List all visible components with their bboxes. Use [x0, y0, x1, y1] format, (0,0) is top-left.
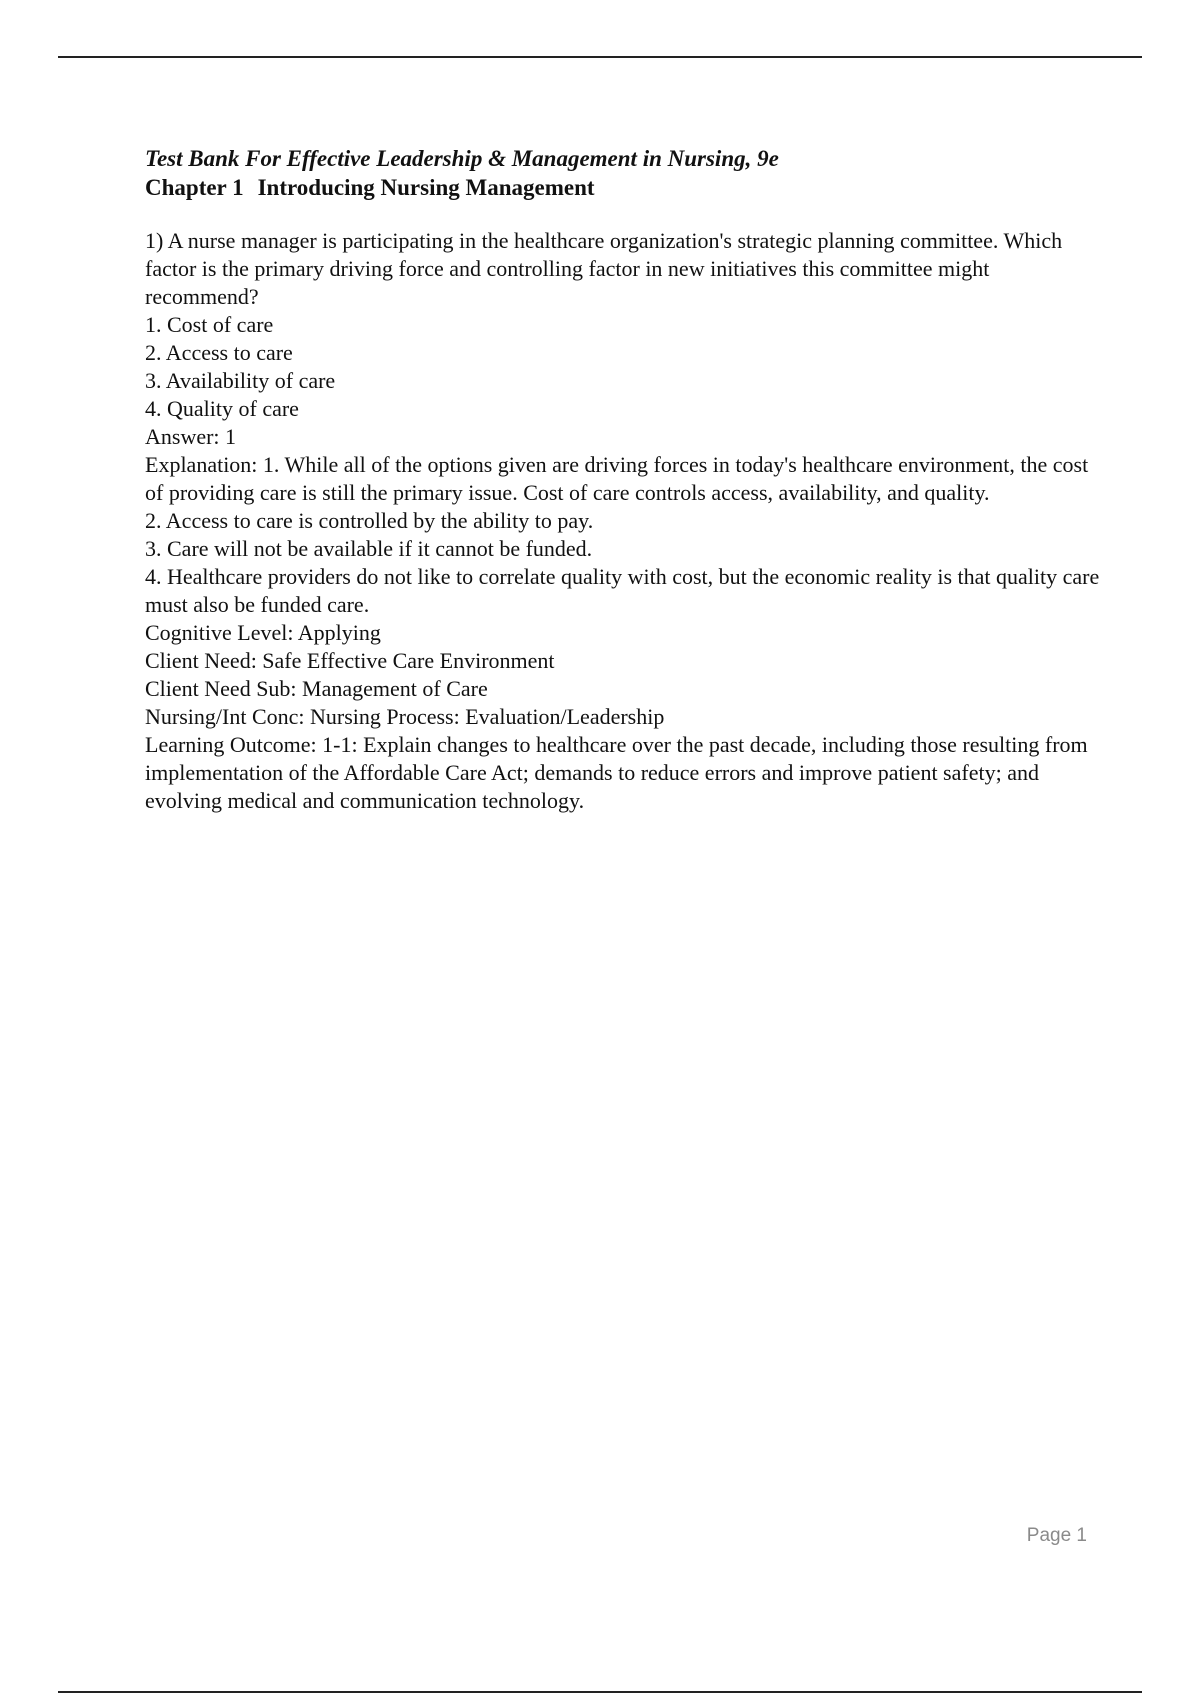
correct-answer: Answer: 1 — [145, 424, 237, 449]
answer-option: 4. Quality of care — [145, 396, 299, 421]
question-block — [145, 227, 1105, 815]
top-divider — [58, 56, 1142, 58]
chapter-heading — [145, 173, 1105, 202]
chapter-title: Introducing Nursing Management — [257, 175, 595, 200]
client-need: Client Need: Safe Effective Care Environment — [145, 648, 555, 673]
learning-outcome: Learning Outcome: 1-1: Explain changes to healthcare over the past decade, including those resulting from implementation of the Affordable Care Act; demands to reduce errors and improve patient safety; and evolving medical and communication technology. — [145, 732, 1088, 813]
question-stem: 1) A nurse manager is participating in the healthcare organization's strategic planning committee. Which factor is the primary driving force and controlling factor in new initiatives this committee might recommend? — [145, 228, 1063, 309]
page-number: Page 1 — [1026, 1525, 1087, 1546]
answer-option: 3. Availability of care — [145, 368, 336, 393]
answer-option: 1. Cost of care — [145, 312, 274, 337]
explanation-line: 4. Healthcare providers do not like to correlate quality with cost, but the economic reality is that quality care must also be funded care. — [145, 564, 1100, 617]
cognitive-level: Cognitive Level: Applying — [145, 620, 381, 645]
chapter-label: Chapter 1 — [145, 175, 244, 200]
bottom-divider — [58, 1691, 1142, 1693]
explanation-line: 2. Access to care is controlled by the ability to pay. — [145, 508, 594, 533]
explanation-line: Explanation: 1. While all of the options given are driving forces in today's healthcare environment, the cost of providing care is still the primary issue. Cost of care controls access, availability, and quality. — [145, 452, 1089, 505]
document-title: Test Bank For Effective Leadership & Management in Nursing, 9e — [145, 146, 779, 171]
answer-option: 2. Access to care — [145, 340, 293, 365]
document-body — [145, 144, 1105, 815]
nursing-int-conc: Nursing/Int Conc: Nursing Process: Evaluation/Leadership — [145, 704, 665, 729]
client-need-sub: Client Need Sub: Management of Care — [145, 676, 488, 701]
explanation-line: 3. Care will not be available if it cannot be funded. — [145, 536, 593, 561]
